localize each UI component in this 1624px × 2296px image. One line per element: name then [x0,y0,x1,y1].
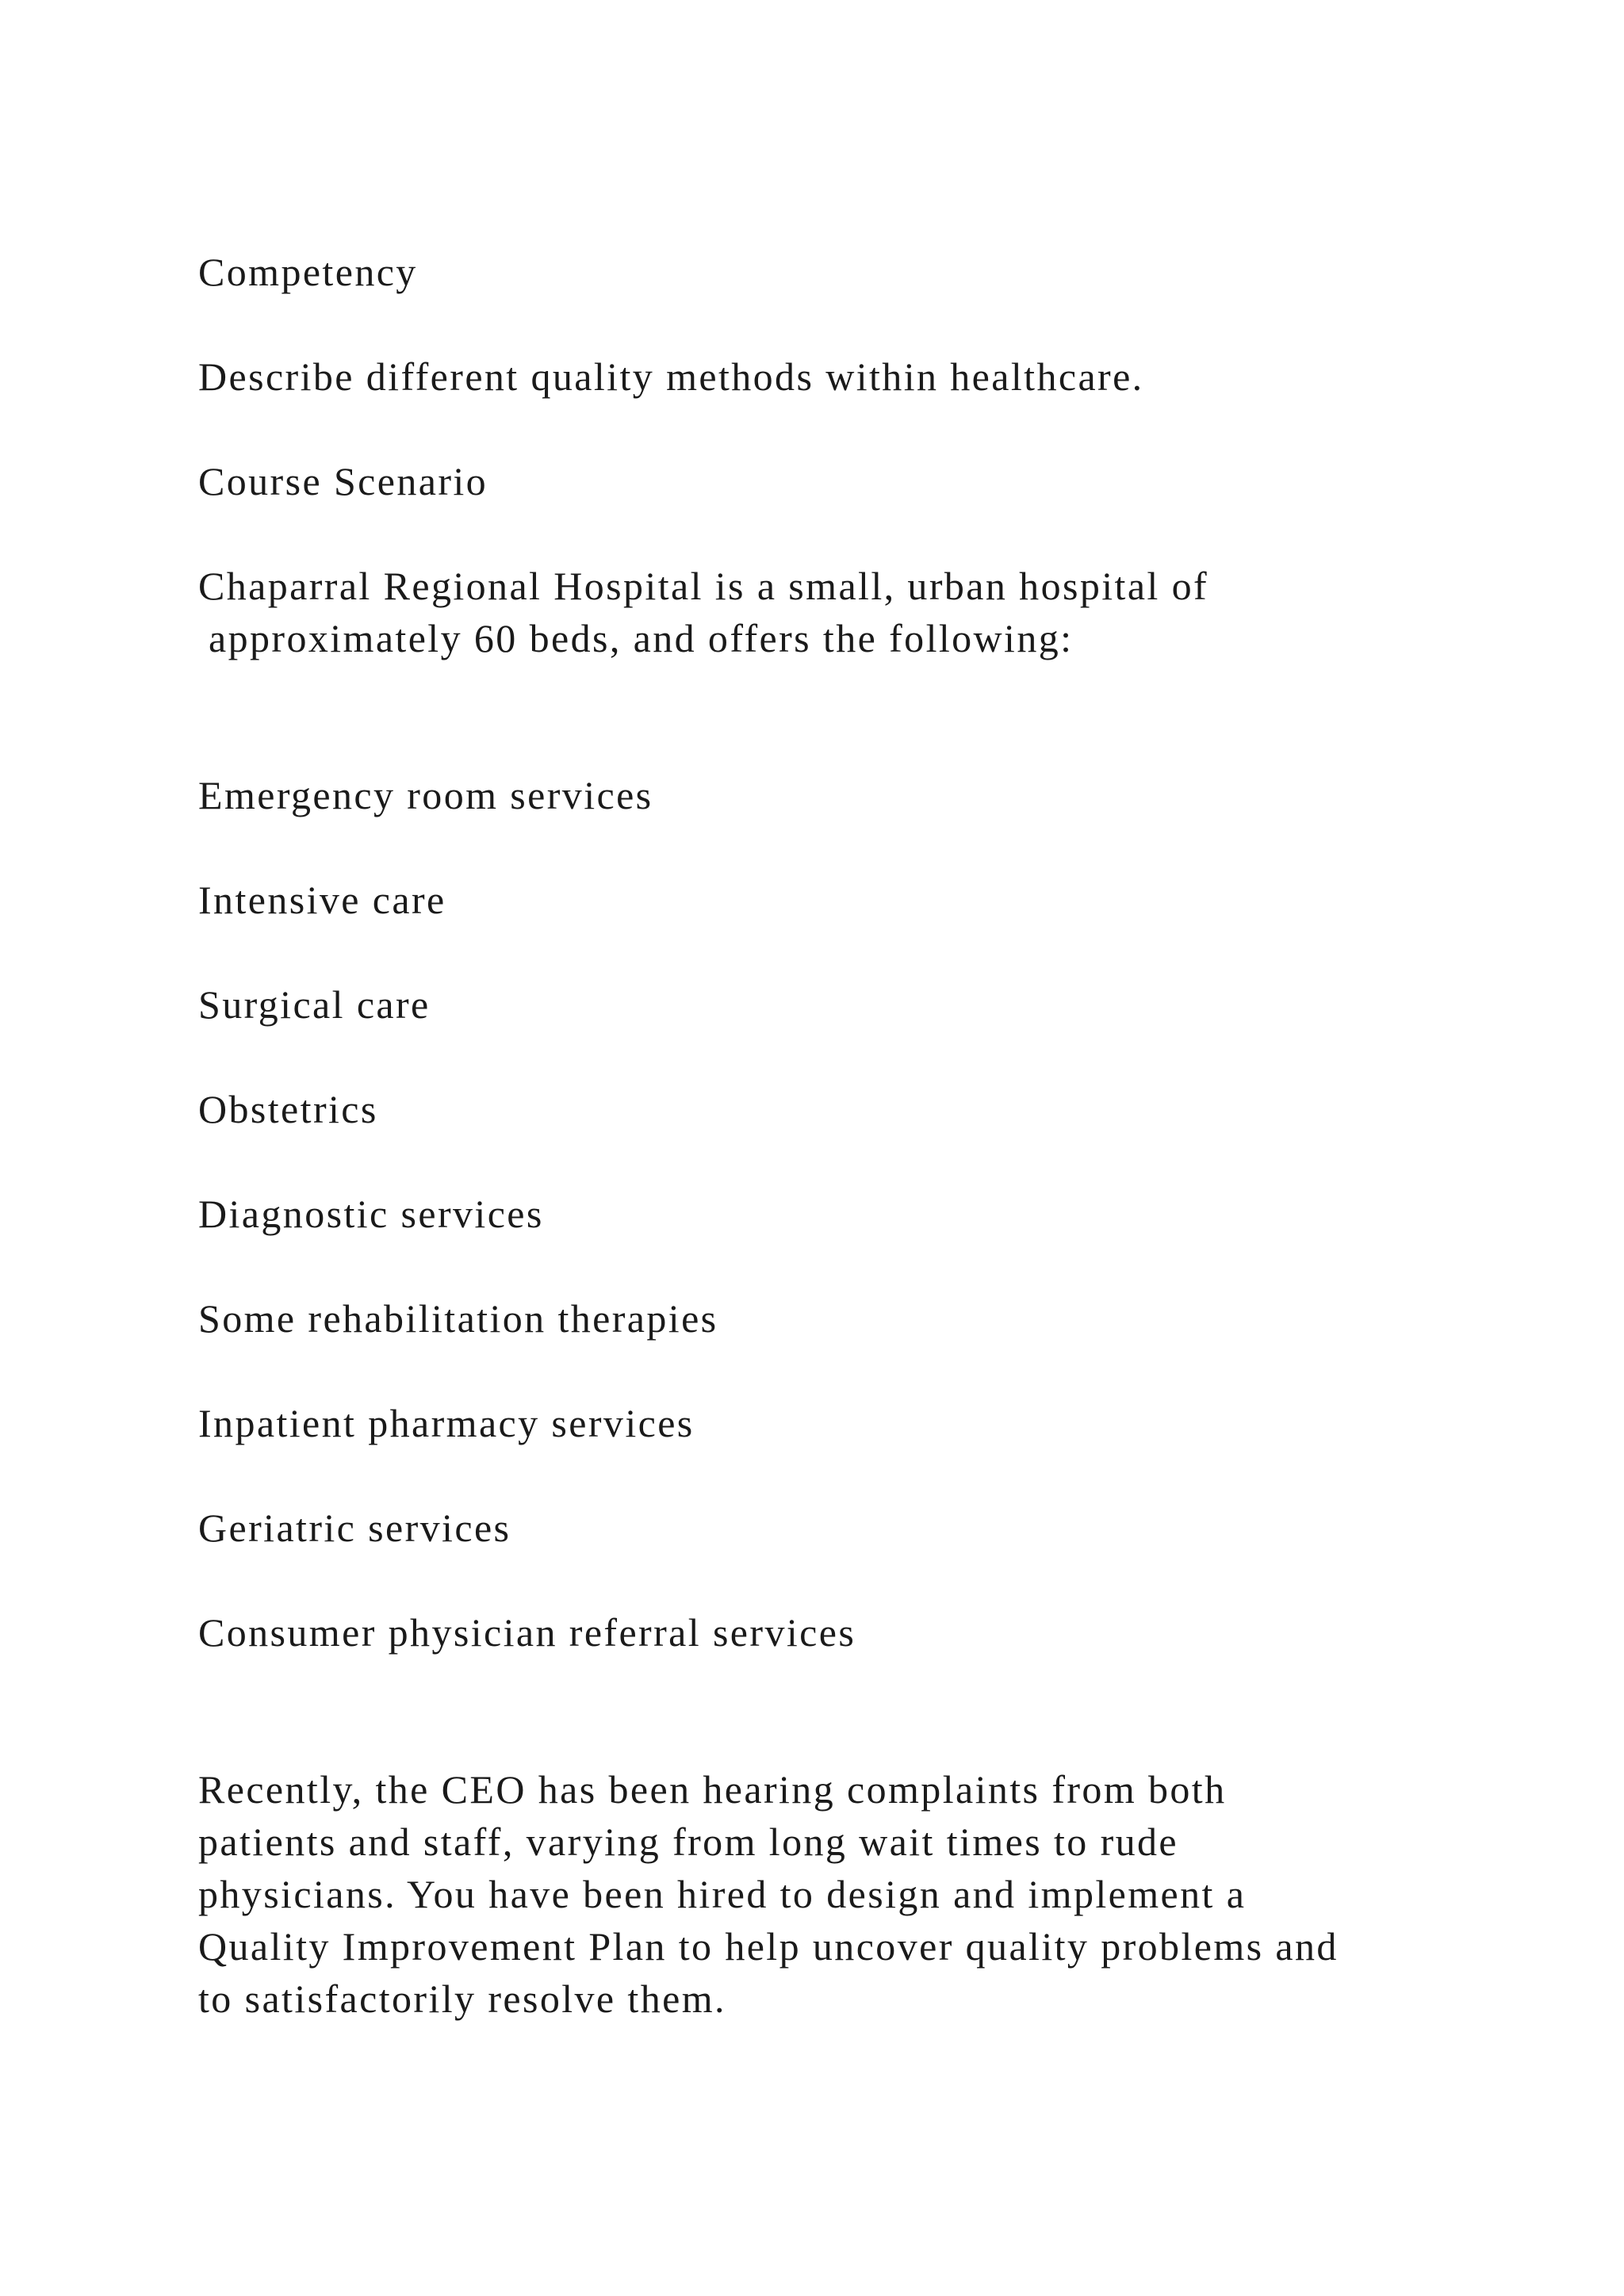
service-item: Diagnostic services [198,1192,544,1236]
closing-paragraph-line: patients and staff, varying from long wait times to rude [198,1820,1179,1864]
service-item: Consumer physician referral services [198,1610,856,1655]
service-item: Intensive care [198,878,446,922]
closing-paragraph-line: Recently, the CEO has been hearing complaints from both [198,1767,1227,1812]
service-item: Surgical care [198,982,431,1027]
service-item: Some rehabilitation therapies [198,1296,718,1341]
intro-line-1: Chaparral Regional Hospital is a small, urban hospital of [198,564,1209,608]
service-item: Emergency room services [198,773,653,817]
service-item: Inpatient pharmacy services [198,1401,695,1445]
competency-heading: Competency [198,250,418,294]
closing-paragraph-line: physicians. You have been hired to design and implement a [198,1872,1247,1916]
competency-statement: Describe different quality methods within healthcare. [198,354,1144,399]
intro-line-2: approximately 60 beds, and offers the following: [209,616,1074,660]
closing-paragraph-line: to satisfactorily resolve them. [198,1976,726,2021]
service-item: Obstetrics [198,1087,378,1131]
course-scenario-title: Course Scenario [198,459,488,503]
service-item: Geriatric services [198,1506,511,1550]
closing-paragraph-line: Quality Improvement Plan to help uncover quality problems and [198,1924,1339,1969]
